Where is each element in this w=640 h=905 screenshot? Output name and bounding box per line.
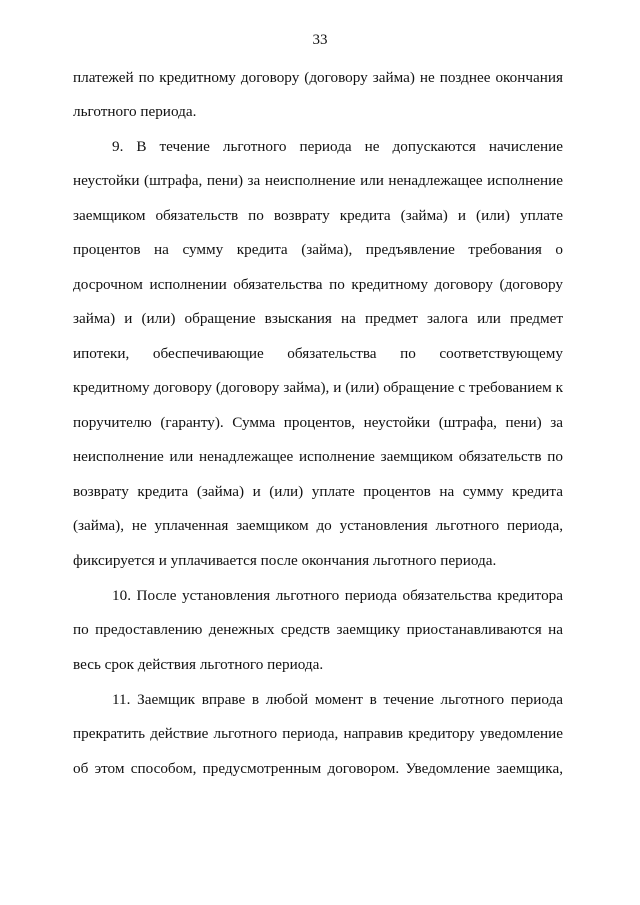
text-line: прекратить действие льготного периода, направив кредитору уведомление [73, 725, 563, 742]
text-line: ипотеки, обеспечивающие обязательства по соответствующему [73, 345, 563, 362]
text-line: неустойки (штрафа, пени) за неисполнение или ненадлежащее исполнение [73, 172, 563, 189]
page-number: 33 [312, 32, 328, 48]
text-line: (займа), не уплаченная заемщиком до установления льготного периода, [73, 517, 563, 534]
text-line: поручителю (гаранту). Сумма процентов, неустойки (штрафа, пени) за [73, 414, 563, 431]
text-line: льготного периода. [73, 103, 197, 120]
paragraph-10-start: 10. После установления льготного периода обязательства кредитора [112, 587, 563, 604]
text-line: фиксируется и уплачивается после окончания льготного периода. [73, 552, 497, 569]
text-line: процентов на сумму кредита (займа), предъявление требования о [73, 241, 563, 258]
text-line: заемщиком обязательств по возврату кредита (займа) и (или) уплате [73, 207, 563, 224]
text-line: неисполнение или ненадлежащее исполнение заемщиком обязательств по [73, 448, 563, 465]
text-line: возврату кредита (займа) и (или) уплате процентов на сумму кредита [73, 483, 563, 500]
text-line: кредитному договору (договору займа), и (или) обращение с требованием к [73, 379, 563, 396]
text-line: весь срок действия льготного периода. [73, 656, 324, 673]
text-line: об этом способом, предусмотренным договором. Уведомление заемщика, [73, 760, 563, 777]
text-line: платежей по кредитному договору (договору займа) не позднее окончания [73, 69, 563, 86]
text-line: по предоставлению денежных средств заемщику приостанавливаются на [73, 621, 563, 638]
paragraph-9-start: 9. В течение льготного периода не допускаются начисление [112, 138, 563, 155]
text-line: досрочном исполнении обязательства по кредитному договору (договору [73, 276, 563, 293]
text-line: займа) и (или) обращение взыскания на предмет залога или предмет [73, 310, 563, 327]
paragraph-11-start: 11. Заемщик вправе в любой момент в течение льготного периода [112, 691, 563, 708]
